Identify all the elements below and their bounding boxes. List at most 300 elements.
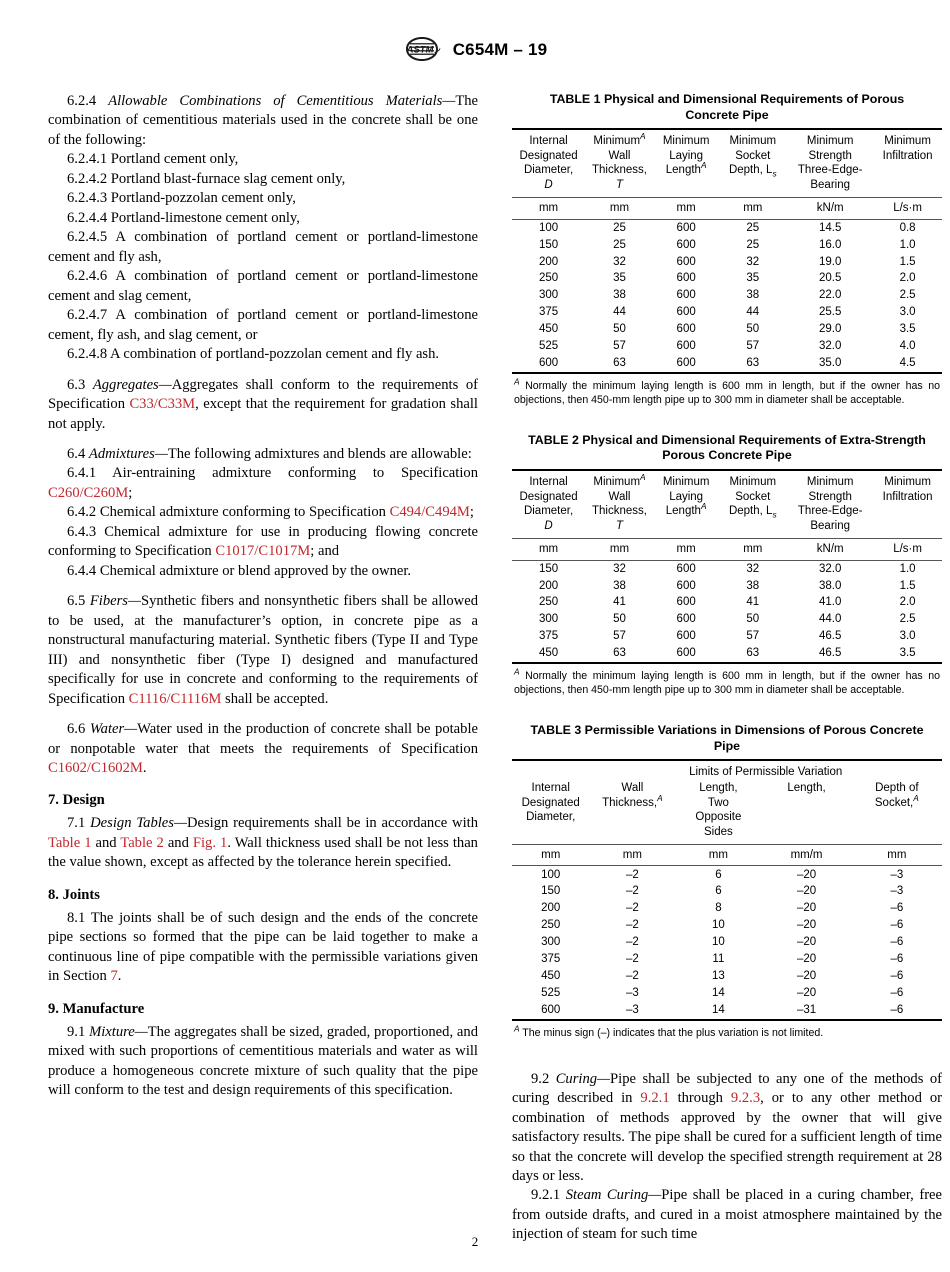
- para-body-a: Pipe shall be subjected to any one of the methods of curing described in: [512, 1070, 942, 1107]
- para-title: Allowable Combinations of Cementitious Materials—: [108, 93, 456, 109]
- cell: 6: [715, 885, 722, 898]
- spec-link-c33[interactable]: C33/C33M: [129, 396, 196, 413]
- cell: 375: [541, 953, 561, 966]
- cell: 375: [538, 306, 559, 319]
- hdr-line: Strength: [808, 149, 852, 162]
- para-number: 6.3: [67, 376, 86, 393]
- table-row: [512, 866, 942, 883]
- hdr-line: Minimum: [806, 135, 854, 147]
- table-row: [512, 355, 942, 373]
- unit-cell: mm: [676, 542, 696, 555]
- cell: 50: [746, 613, 760, 626]
- cell: 525: [541, 986, 561, 999]
- para-body-b: .: [117, 968, 122, 985]
- hdr-symbol-D: D: [544, 520, 553, 533]
- cell: 375: [538, 630, 559, 643]
- table-row: [512, 917, 942, 934]
- paragraph-6-2-4-8: 6.2.4.8 A combination of portland-pozzolan cement and fly ash.: [67, 346, 440, 363]
- table-2-col-wall-thickness: [585, 470, 654, 538]
- cell: 46.5: [818, 630, 842, 643]
- table-row-units: [512, 197, 942, 219]
- table-1-block: [512, 92, 942, 407]
- cell: 600: [676, 255, 696, 268]
- footnote-marker: A: [514, 666, 520, 677]
- table-2-header-row: [512, 470, 942, 538]
- table-3-units: [512, 844, 942, 866]
- cell: 57: [746, 340, 760, 353]
- hdr-line: Minimum: [662, 135, 710, 147]
- table-3-span-blank: [512, 760, 589, 781]
- paragraph-6-6: [48, 720, 478, 778]
- cell: 13: [711, 969, 725, 982]
- cell: 41: [613, 596, 626, 609]
- table-1-title: TABLE 1 Physical and Dimensional Requirements of Porous Concrete Pipe: [549, 92, 905, 122]
- cell: 2.5: [899, 613, 916, 626]
- cell: –6: [890, 919, 904, 932]
- paragraph-9-1: [48, 1023, 478, 1101]
- para-body-a: 6.4.2 Chemical admixture conforming to Specification: [67, 504, 390, 521]
- spec-link-c1017[interactable]: C1017/C1017M: [215, 543, 311, 560]
- paragraph-6-2-4-5: 6.2.4.5 A combination of portland cement or portland-limestone cement and fly ash,: [48, 229, 478, 265]
- table-row: [512, 219, 942, 236]
- paragraph-8-1: [48, 909, 478, 987]
- section-heading-8: 8. Joints: [48, 886, 100, 903]
- hdr-line: [718, 504, 787, 519]
- cell: 44: [746, 306, 760, 319]
- cell: 2.0: [899, 596, 916, 609]
- cell: 38: [613, 289, 626, 302]
- table-row: [512, 237, 942, 254]
- cell: 14: [711, 1003, 725, 1016]
- footnote-text: Normally the minimum laying length is 600 mm in length, but if the owner has no objections, then 450-mm length pipe up to 300 mm in diameter shall be acceptable.: [514, 669, 940, 697]
- spec-link-c1116[interactable]: C1116/C1116M: [128, 690, 222, 707]
- cell: 38: [746, 289, 760, 302]
- cell: 600: [676, 306, 696, 319]
- para-title: Aggregates—: [92, 376, 172, 393]
- cell: –2: [625, 953, 639, 966]
- unit-cell: mm: [609, 542, 630, 555]
- paragraph-6-4-3: [48, 523, 478, 562]
- footnote-marker: A: [514, 1023, 520, 1034]
- table-row: [512, 628, 942, 645]
- cell: 150: [541, 885, 561, 898]
- cell: –2: [625, 902, 639, 915]
- cell: 600: [676, 323, 696, 336]
- footnote-marker: A: [700, 160, 707, 171]
- cell: 1.0: [899, 238, 916, 251]
- hdr-line: [585, 472, 654, 490]
- cell: –3: [625, 986, 639, 999]
- conj-through: through: [669, 1090, 731, 1107]
- cell: –6: [890, 969, 904, 982]
- table-3-footnote: [512, 1023, 942, 1040]
- cell: 57: [746, 630, 760, 643]
- hdr-line: Wall: [608, 149, 631, 162]
- paragraph-6-3: [48, 376, 478, 434]
- table-3-body: [512, 866, 942, 1020]
- table-1-head: [512, 129, 942, 197]
- cell: –6: [890, 986, 904, 999]
- cell: 300: [541, 936, 561, 949]
- conj-and-1: and: [91, 834, 121, 851]
- table-row: [512, 287, 942, 304]
- cell: 38.0: [818, 579, 842, 592]
- spec-link-c260[interactable]: C260/C260M: [48, 484, 129, 501]
- cell: 19.0: [818, 255, 842, 268]
- cell: 50: [613, 613, 626, 626]
- cell: 38: [613, 579, 626, 592]
- table-3-span-header-row: [512, 760, 942, 781]
- cell: –20: [796, 902, 817, 915]
- table-2-units: [512, 538, 942, 560]
- table-row: [512, 577, 942, 594]
- cell: –2: [625, 969, 639, 982]
- cell: 600: [676, 289, 696, 302]
- cell: 3.5: [899, 647, 916, 660]
- cell: 600: [676, 272, 696, 285]
- table-link-1[interactable]: Table 1: [48, 834, 92, 851]
- cell: 200: [538, 255, 559, 268]
- table-1-footnote: [512, 376, 942, 407]
- cell: 600: [676, 647, 696, 660]
- table-row: [512, 1002, 942, 1020]
- footnote-marker: A: [913, 792, 919, 803]
- hdr-line: Laying: [669, 149, 704, 162]
- cell: –31: [796, 1003, 817, 1016]
- cell: 300: [538, 613, 559, 626]
- cell: –2: [625, 919, 639, 932]
- para-body-b: ;: [128, 484, 133, 501]
- cell: 3.5: [899, 323, 916, 336]
- para-number: 9.2: [531, 1070, 550, 1087]
- paragraph-6-2-4-2: 6.2.4.2 Portland blast-furnace slag cement only,: [67, 170, 346, 187]
- cell: 32.0: [818, 562, 842, 575]
- table-3-col-length: [761, 781, 851, 844]
- para-body-a: Synthetic fibers and nonsynthetic fibers shall be allowed to be used, at the manufacturer’s option, in concrete pipe as a nonstructural manufacturing material. Synthetic fibers (Type II and Type III) and nonsynthetic fiber (Type I) designed and manufactured specifically for use in concrete and conforming to the requirements of Specification: [48, 593, 478, 707]
- para-body-b: shall be accepted.: [221, 690, 329, 707]
- cell: 32: [613, 562, 626, 575]
- hdr-line: Diameter,: [523, 505, 574, 518]
- paragraph-6-4-1: [48, 464, 478, 503]
- table-row: [512, 645, 942, 663]
- cell: 150: [538, 238, 559, 251]
- para-body: The following admixtures and blends are allowable:: [167, 445, 472, 462]
- cell: 150: [538, 562, 559, 575]
- cell: 29.0: [818, 323, 842, 336]
- table-1-units: [512, 197, 942, 219]
- table-1-col-wall-thickness: [585, 129, 654, 197]
- left-column: [48, 92, 478, 1245]
- table-row: [512, 321, 942, 338]
- hdr-line: [589, 792, 675, 811]
- hdr-line: Internal: [529, 475, 568, 488]
- table-3-title: TABLE 3 Permissible Variations in Dimensions of Porous Concrete Pipe: [530, 723, 924, 753]
- para-body-b: .: [142, 760, 147, 776]
- hdr-line: Wall: [621, 781, 644, 794]
- table-row: [512, 253, 942, 270]
- footnote-marker: A: [640, 131, 646, 142]
- cell: 10: [711, 919, 725, 932]
- cell: 3.0: [899, 306, 916, 319]
- para-body-b: ; and: [310, 543, 340, 560]
- hdr-line: [718, 163, 787, 178]
- table-2-col-infiltration: [873, 470, 942, 538]
- para-title: Mixture—: [89, 1023, 148, 1040]
- cell: 600: [676, 613, 696, 626]
- cell: 44: [613, 306, 626, 319]
- table-1-col-infiltration: [873, 129, 942, 197]
- cell: 41: [746, 596, 760, 609]
- unit-cell: mm: [708, 848, 728, 861]
- cell: 25: [746, 221, 760, 234]
- paragraph-6-4: [48, 445, 478, 464]
- para-title: Design Tables—: [90, 815, 187, 832]
- para-body-a: 8.1 The joints shall be of such design and the ends of the concrete pipe sections so formed that the pipe can be laid together to make a continuous line of pipe compatible with the permissible variations given in Section: [48, 909, 478, 985]
- paragraph-6-2-4-1: 6.2.4.1 Portland cement only,: [67, 151, 239, 168]
- table-2: [512, 469, 942, 664]
- cell: –3: [890, 868, 904, 881]
- cell: –20: [796, 953, 817, 966]
- unit-cell: kN/m: [816, 542, 844, 555]
- spec-link-c1602[interactable]: C1602/C1602M: [48, 760, 143, 776]
- cell: 25.5: [818, 306, 842, 319]
- hdr-text: Minimum: [593, 475, 641, 488]
- hdr-text: Thickness,: [602, 796, 658, 809]
- hdr-line: [852, 792, 942, 811]
- section-link-921[interactable]: 9.2.1: [640, 1090, 670, 1107]
- table-3-span-header: Limits of Permissible Variation: [689, 766, 843, 779]
- para-body-a: Aggregates shall conform to the requirements of Specification: [48, 376, 478, 413]
- para-title: Curing—: [555, 1070, 611, 1087]
- para-body: The aggregates shall be sized, graded, proportioned, and mixed with such proportions of cementitious materials and water as will produce a homogeneous concrete mixture of such quality that the pipe will conform to the test and design requirements of this specification.: [48, 1023, 478, 1099]
- section-link-923[interactable]: 9.2.3: [730, 1090, 761, 1107]
- unit-cell: L/s·m: [893, 542, 922, 555]
- cell: –6: [890, 936, 904, 949]
- para-body-a: 6.4.1 Air-entraining admixture conforming to Specification: [67, 465, 478, 482]
- hdr-line: Minimum: [729, 135, 777, 147]
- cell: –6: [890, 1003, 904, 1016]
- hdr-line: Two: [707, 796, 729, 809]
- hdr-line: Diameter,: [523, 164, 574, 177]
- hdr-line: Depth of: [875, 781, 919, 794]
- hdr-line: Length,: [787, 781, 826, 794]
- para-body-d: . Wall thickness used shall be not less than the value shown, except as affected by the tolerance herein specified.: [48, 834, 478, 871]
- cell: 63: [746, 647, 760, 660]
- paragraph-7-1: [48, 814, 478, 872]
- spec-link-c494[interactable]: C494/C494M: [389, 504, 470, 521]
- hdr-symbol-D: D: [544, 179, 553, 192]
- cell: 50: [746, 323, 760, 336]
- cell: 450: [538, 323, 559, 336]
- cell: 600: [676, 340, 696, 353]
- cell: 6: [715, 868, 722, 881]
- para-body-a: Design requirements shall be in accordance with: [186, 815, 478, 832]
- hdr-line: Bearing: [810, 520, 850, 533]
- cell: 32: [746, 255, 760, 268]
- para-body-b: ;: [469, 504, 474, 521]
- cell: 300: [538, 289, 559, 302]
- cell: 16.0: [818, 238, 842, 251]
- cell: 450: [538, 647, 559, 660]
- table-3-col-length-two-sides: [675, 781, 761, 844]
- table-1-header-row: [512, 129, 942, 197]
- cell: –20: [796, 936, 817, 949]
- hdr-line: Infiltration: [882, 490, 933, 503]
- unit-cell: mm: [622, 848, 642, 861]
- table-row: [512, 985, 942, 1002]
- table-2-col-laying-length: [654, 470, 719, 538]
- hdr-text: Socket,: [874, 796, 914, 809]
- cell: –20: [796, 969, 817, 982]
- conj-and-2: and: [163, 834, 193, 851]
- table-2-title: TABLE 2 Physical and Dimensional Requirements of Extra-Strength Porous Concrete Pipe: [528, 432, 926, 463]
- hdr-line: Minimum: [884, 135, 931, 147]
- cell: 10: [711, 936, 725, 949]
- table-row: [512, 951, 942, 968]
- cell: 63: [613, 647, 626, 660]
- para-body-b: , except that the requirement for gradation shall not apply.: [48, 396, 478, 432]
- unit-cell: mm: [541, 848, 561, 861]
- paragraph-6-2-4-6: 6.2.4.6 A combination of portland cement or portland-limestone cement and slag cement,: [48, 268, 478, 304]
- table-3-col-socket-depth: [852, 781, 942, 844]
- hdr-symbol-T: T: [615, 179, 623, 192]
- hdr-line: Opposite: [695, 811, 742, 824]
- footnote-text: Normally the minimum laying length is 600 mm in length, but if the owner has no objections, then 450-mm length pipe up to 300 mm in diameter shall be acceptable.: [514, 379, 940, 406]
- cell: 25: [613, 238, 626, 251]
- cell: –3: [625, 1003, 639, 1016]
- cell: 100: [541, 868, 561, 881]
- para-title: Steam Curing—: [565, 1187, 662, 1204]
- table-link-2[interactable]: Table 2: [120, 834, 164, 851]
- cell: 525: [538, 340, 559, 353]
- cell: 2.0: [899, 272, 916, 285]
- hdr-line: Internal: [529, 135, 568, 147]
- table-row: [512, 270, 942, 287]
- cell: 600: [541, 1003, 561, 1016]
- hdr-line: Designated: [519, 490, 578, 503]
- para-number: 6.6: [67, 721, 86, 738]
- cell: 100: [538, 221, 559, 234]
- cell: 20.5: [818, 272, 842, 285]
- para-title: Water—: [89, 721, 138, 738]
- cell: 450: [541, 969, 561, 982]
- hdr-text: Depth, L: [728, 505, 773, 518]
- cell: 600: [676, 596, 696, 609]
- cell: 46.5: [818, 647, 842, 660]
- cell: 200: [541, 902, 561, 915]
- hdr-line: Thickness,: [592, 505, 647, 518]
- section-link-7[interactable]: 7: [110, 968, 118, 985]
- table-row: [512, 968, 942, 985]
- para-body-a: 6.4.3 Chemical admixture for use in producing flowing concrete conforming to Specification: [48, 523, 478, 560]
- table-2-body: [512, 560, 942, 663]
- table-1-body: [512, 219, 942, 373]
- figure-link-1[interactable]: Fig. 1: [192, 834, 228, 851]
- cell: –3: [890, 885, 904, 898]
- hdr-line: Minimum: [729, 475, 777, 488]
- cell: 25: [613, 221, 626, 234]
- cell: 200: [538, 579, 559, 592]
- cell: 32.0: [818, 340, 842, 353]
- cell: 3.0: [899, 630, 916, 643]
- table-row-units: [512, 538, 942, 560]
- table-row: [512, 304, 942, 321]
- hdr-line: Laying: [669, 490, 704, 503]
- cell: 600: [676, 356, 696, 369]
- cell: 600: [676, 630, 696, 643]
- hdr-subscript-s: s: [772, 168, 777, 179]
- cell: 11: [712, 953, 725, 966]
- cell: 250: [538, 596, 559, 609]
- table-row-units: [512, 844, 942, 866]
- table-3: [512, 759, 942, 1020]
- unit-cell: mm: [743, 542, 763, 555]
- para-body: Pipe shall be placed in a curing chamber, free from outside drafts, and cured in a moist atmosphere maintained by the injection of steam for such time: [512, 1187, 943, 1243]
- cell: –20: [796, 885, 817, 898]
- cell: 600: [538, 356, 559, 369]
- para-number: 7.1: [67, 815, 86, 832]
- section-heading-9: 9. Manufacture: [48, 1000, 145, 1017]
- hdr-line: Bearing: [810, 179, 850, 192]
- cell: –20: [796, 986, 817, 999]
- hdr-line: Minimum: [884, 475, 931, 488]
- unit-cell: mm: [887, 848, 907, 861]
- cell: 250: [538, 272, 559, 285]
- hdr-line: Designated: [519, 149, 578, 162]
- cell: 2.5: [899, 289, 916, 302]
- paragraph-9-2: [512, 1070, 942, 1187]
- unit-cell: mm: [538, 542, 559, 555]
- cell: 35: [746, 272, 760, 285]
- unit-cell: mm: [538, 201, 559, 214]
- astm-logo-icon: [403, 36, 443, 64]
- hdr-line: Three-Edge-: [797, 164, 863, 177]
- cell: 600: [676, 579, 696, 592]
- para-body: The combination of cementitious materials used in the concrete shall be one of the following:: [48, 93, 479, 148]
- cell: 38: [746, 579, 760, 592]
- para-number: 6.5: [67, 593, 86, 610]
- hdr-line: Diameter,: [526, 811, 576, 824]
- table-row: [512, 338, 942, 355]
- footnote-marker: A: [700, 501, 707, 512]
- table-1: [512, 128, 942, 374]
- paragraph-6-2-4-4: 6.2.4.4 Portland-limestone cement only,: [67, 209, 300, 226]
- page-columns: [0, 92, 950, 1245]
- cell: 41.0: [818, 596, 842, 609]
- table-row: [512, 900, 942, 917]
- table-2-footnote: [512, 666, 942, 697]
- svg-text:ASTM: ASTM: [405, 44, 434, 56]
- cell: 35: [613, 272, 626, 285]
- section-heading-7: 7. Design: [48, 792, 105, 809]
- table-1-col-socket-depth: [718, 129, 787, 197]
- table-row: [512, 611, 942, 628]
- table-3-col-wall-thickness: [589, 781, 675, 844]
- cell: –20: [796, 868, 817, 881]
- table-1-col-laying-length: [654, 129, 719, 197]
- hdr-line: Socket: [735, 490, 771, 503]
- cell: 600: [676, 221, 696, 234]
- hdr-line: [654, 160, 719, 178]
- unit-cell: mm/m: [790, 848, 823, 861]
- table-2-block: [512, 433, 942, 697]
- cell: –2: [625, 885, 639, 898]
- cell: 14.5: [818, 221, 842, 234]
- paragraph-6-4-2: [48, 503, 478, 522]
- unit-cell: kN/m: [816, 201, 844, 214]
- cell: 35.0: [818, 356, 842, 369]
- cell: 57: [613, 630, 626, 643]
